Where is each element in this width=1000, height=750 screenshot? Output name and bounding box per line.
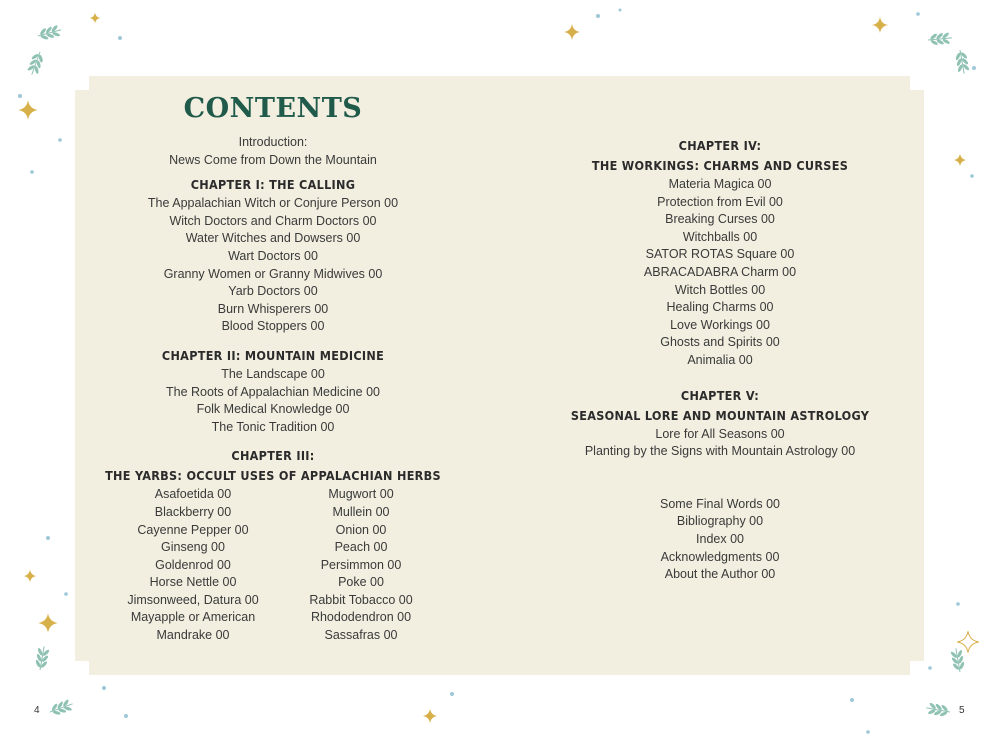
toc-entry[interactable]: The Tonic Tradition 00 [211,419,335,434]
herb-list-left [105,486,281,644]
toc-entry[interactable]: Blackberry 00 [154,504,232,519]
toc-entry[interactable]: About the Author 00 [664,567,776,582]
intro-line[interactable]: Introduction: [238,135,308,149]
toc-entry[interactable]: Blood Stoppers 00 [221,319,325,334]
toc-entry[interactable]: Planting by the Signs with Mountain Astrology 00 [584,444,856,459]
chapter-heading[interactable]: CHAPTER IV: [678,138,762,153]
toc-entry[interactable]: The Appalachian Witch or Conjure Person 00 [147,196,399,211]
panel-corner-notch [910,661,924,675]
panel-corner-notch [75,661,89,675]
toc-entry[interactable]: Peach 00 [334,540,388,555]
toc-entry[interactable]: Goldenrod 00 [155,557,231,572]
toc-entry[interactable]: Ginseng 00 [161,540,225,555]
chapter-subheading[interactable]: THE WORKINGS: CHARMS AND CURSES [591,158,849,173]
toc-entry[interactable]: Lore for All Seasons 00 [655,426,785,441]
right-column [555,136,885,584]
chapter-heading[interactable]: CHAPTER V: [680,387,760,403]
toc-entry[interactable]: Onion 00 [335,522,387,537]
chapter-heading[interactable]: CHAPTER III: [231,448,315,464]
toc-entry[interactable]: Bibliography 00 [676,514,764,529]
toc-entry[interactable]: Breaking Curses 00 [665,212,775,227]
toc-entry[interactable]: Index 00 [696,531,744,546]
page-number-right: 5 [959,705,965,716]
herb-list [95,486,451,644]
toc-entry[interactable]: Granny Women or Granny Midwives 00 [163,266,383,281]
toc-entry[interactable]: Mayapple or American [130,610,256,625]
page-number-left: 4 [34,705,40,716]
toc-entry[interactable]: Mugwort 00 [328,487,394,502]
panel-corner-notch [910,76,924,90]
toc-entry[interactable]: Burn Whisperers 00 [217,301,329,316]
toc-entry[interactable]: Mullein 00 [332,504,390,519]
toc-entry[interactable]: Materia Magica 00 [668,177,772,191]
panel-corner-notch [75,76,89,90]
toc-entry[interactable]: Cayenne Pepper 00 [137,522,249,537]
toc-entry[interactable]: Asafoetida 00 [154,487,232,502]
contents-panel [75,76,924,675]
chapter-subheading[interactable]: THE YARBS: OCCULT USES OF APPALACHIAN HERBS [105,468,441,484]
sparkle-outline-icon [957,631,979,653]
toc-entry[interactable]: Animalia 00 [687,352,753,367]
toc-entry[interactable]: Wart Doctors 00 [228,248,318,263]
toc-entry[interactable]: Healing Charms 00 [666,300,774,315]
toc-entry[interactable]: Water Witches and Dowsers 00 [185,231,361,246]
toc-entry[interactable]: Witchballs 00 [682,229,758,244]
toc-entry[interactable]: Witch Doctors and Charm Doctors 00 [169,213,377,228]
toc-entry[interactable]: Folk Medical Knowledge 00 [196,402,350,417]
toc-entry[interactable]: Jimsonweed, Datura 00 [127,592,259,607]
toc-entry[interactable]: Some Final Words 00 [660,496,780,511]
page-title: CONTENTS [183,93,363,124]
toc-entry[interactable]: Protection from Evil 00 [657,194,783,209]
toc-entry[interactable]: Ghosts and Spirits 00 [660,335,780,350]
chapter-heading[interactable]: CHAPTER I: THE CALLING [190,177,356,193]
toc-entry[interactable]: Horse Nettle 00 [149,575,237,590]
toc-entry[interactable]: SATOR ROTAS Square 00 [645,247,795,262]
toc-entry[interactable]: The Landscape 00 [221,366,325,381]
chapter-subheading[interactable]: SEASONAL LORE AND MOUNTAIN ASTROLOGY [570,407,870,423]
toc-entry[interactable]: Love Workings 00 [670,317,770,332]
chapter-heading[interactable]: CHAPTER II: MOUNTAIN MEDICINE [161,347,385,363]
toc-entry[interactable]: The Roots of Appalachian Medicine 00 [165,384,381,399]
left-column [95,92,451,645]
herb-list-right [281,486,441,644]
toc-entry[interactable]: ABRACADABRA Charm 00 [643,264,797,279]
toc-entry[interactable]: Yarb Doctors 00 [228,284,318,299]
toc-entry[interactable]: Mandrake 00 [156,628,230,643]
toc-entry[interactable]: Sassafras 00 [324,628,398,643]
toc-entry[interactable]: Witch Bottles 00 [674,282,766,297]
intro-line[interactable]: News Come from Down the Mountain [169,152,377,167]
toc-entry[interactable]: Rabbit Tobacco 00 [309,592,413,607]
toc-entry[interactable]: Rhododendron 00 [310,610,412,625]
toc-entry[interactable]: Persimmon 00 [320,557,402,572]
toc-entry[interactable]: Poke 00 [338,575,384,590]
toc-entry[interactable]: Acknowledgments 00 [660,549,780,564]
